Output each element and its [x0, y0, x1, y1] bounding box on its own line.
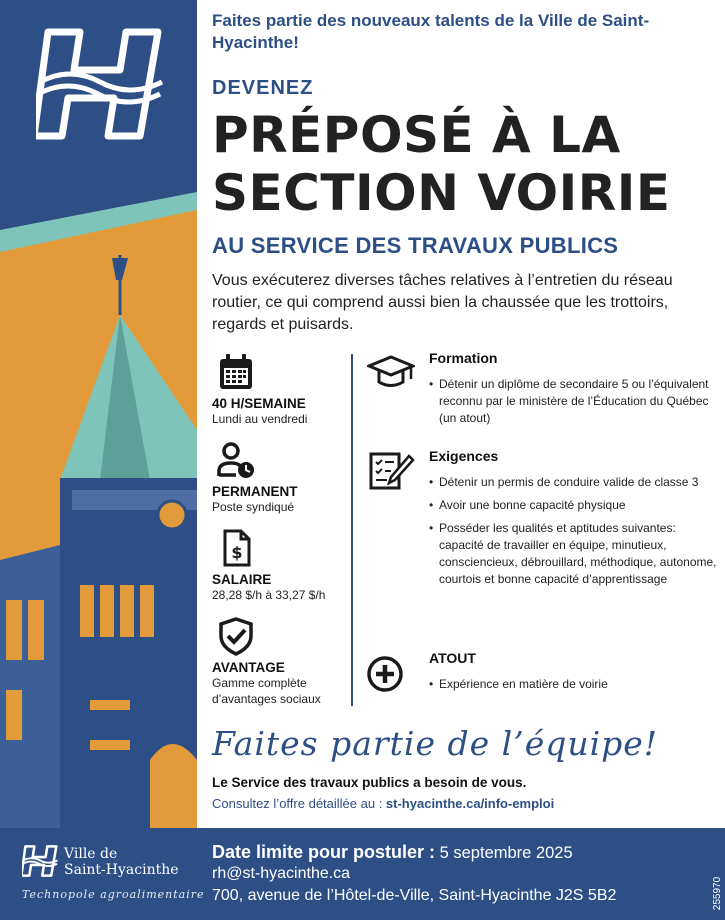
perk-detail: Poste syndiqué [212, 500, 295, 514]
contact-email[interactable]: rh@st-hyacinthe.ca [212, 865, 351, 882]
job-offer-link[interactable]: st-hyacinthe.ca/info-emploi [385, 796, 555, 811]
column-divider [351, 354, 353, 706]
deadline-line [212, 842, 682, 863]
deadline-date: 5 septembre 2025 [435, 844, 573, 862]
city-logo-small-icon [22, 844, 58, 878]
lead-text: DEVENEZ [212, 77, 314, 99]
list-item: • Détenir un diplôme de secondaire 5 ou l’équivalent reconnu par le ministère de l’Éducation du Québec (un atout) [429, 376, 717, 427]
graduation-cap-icon [367, 352, 415, 392]
address: 700, avenue de l’Hôtel-de-Ville, Saint-Hyacinthe J2S 5B2 [212, 887, 617, 904]
exigences-list [429, 474, 717, 594]
application-info [212, 842, 682, 907]
perk-label: 40 H/SEMAINE [212, 396, 306, 411]
tagline: Faites partie des nouveaux talents de la Ville de Saint-Hyacinthe! [212, 11, 650, 52]
job-title-line2: SECTION VOIRIE [212, 164, 671, 222]
perk-label: PERMANENT [212, 484, 298, 499]
artwork-panel [0, 0, 197, 828]
formation-list [429, 376, 717, 433]
calendar-icon [216, 352, 256, 392]
perk-salary [212, 528, 325, 603]
department-subtitle: AU SERVICE DES TRAVAUX PUBLICS [212, 233, 619, 258]
city-name-line2: Saint-Hyacinthe [64, 862, 179, 878]
perk-status [212, 440, 298, 515]
ad-code: 255970 [712, 876, 724, 911]
list-item: • Avoir une bonne capacité physique [429, 497, 717, 514]
city-name-line1: Ville de [64, 846, 118, 862]
city-logo-icon [36, 26, 164, 142]
perk-hours [212, 352, 307, 427]
perk-label: AVANTAGE [212, 660, 285, 675]
dollar-document-icon [216, 528, 256, 568]
job-title [212, 106, 671, 222]
perk-detail: Lundi au vendredi [212, 412, 308, 426]
perk-benefits [212, 616, 347, 707]
list-item: • Détenir un permis de conduire valide de classe 3 [429, 474, 717, 491]
perk-label: SALAIRE [212, 572, 272, 587]
checklist-pen-icon [367, 450, 415, 490]
svg-text:$: $ [231, 543, 243, 562]
perk-detail: Gamme complète d’avantages sociaux [212, 676, 321, 706]
job-title-line1: PRÉPOSÉ À LA [212, 106, 621, 164]
need-statement: Le Service des travaux publics a besoin de vous. [212, 775, 527, 790]
section-title: Exigences [429, 448, 499, 464]
list-item: • Posséder les qualités et aptitudes suivantes: capacité de travailler en équipe, minutieux, consciencieux, débrouillard, méthodique, autonome, courtois et bonne capacité d’apprentissage [429, 520, 717, 588]
deadline-label: Date limite pour postuler : [212, 842, 436, 862]
team-slogan: Faites partie de l’équipe! [212, 724, 659, 763]
section-title: ATOUT [429, 650, 476, 666]
technopole-tagline: Technopole agroalimentaire [22, 888, 205, 901]
plus-circle-icon [367, 652, 415, 692]
atout-list [429, 676, 717, 699]
job-description: Vous exécuterez diverses tâches relatives à l’entretien du réseau routier, ce qui comprend aussi bien la chaussée que les trottoirs, regards et puisards. [212, 272, 673, 333]
main-content [212, 0, 717, 828]
person-clock-icon [216, 440, 256, 480]
footer [0, 828, 725, 920]
section-title: Formation [429, 350, 498, 366]
shield-check-icon [216, 616, 256, 656]
list-item: • Expérience en matière de voirie [429, 676, 717, 693]
consult-prefix: Consultez l’offre détaillée au : [212, 796, 386, 811]
perk-detail: 28,28 $/h à 33,27 $/h [212, 588, 326, 602]
consult-line [212, 796, 554, 811]
